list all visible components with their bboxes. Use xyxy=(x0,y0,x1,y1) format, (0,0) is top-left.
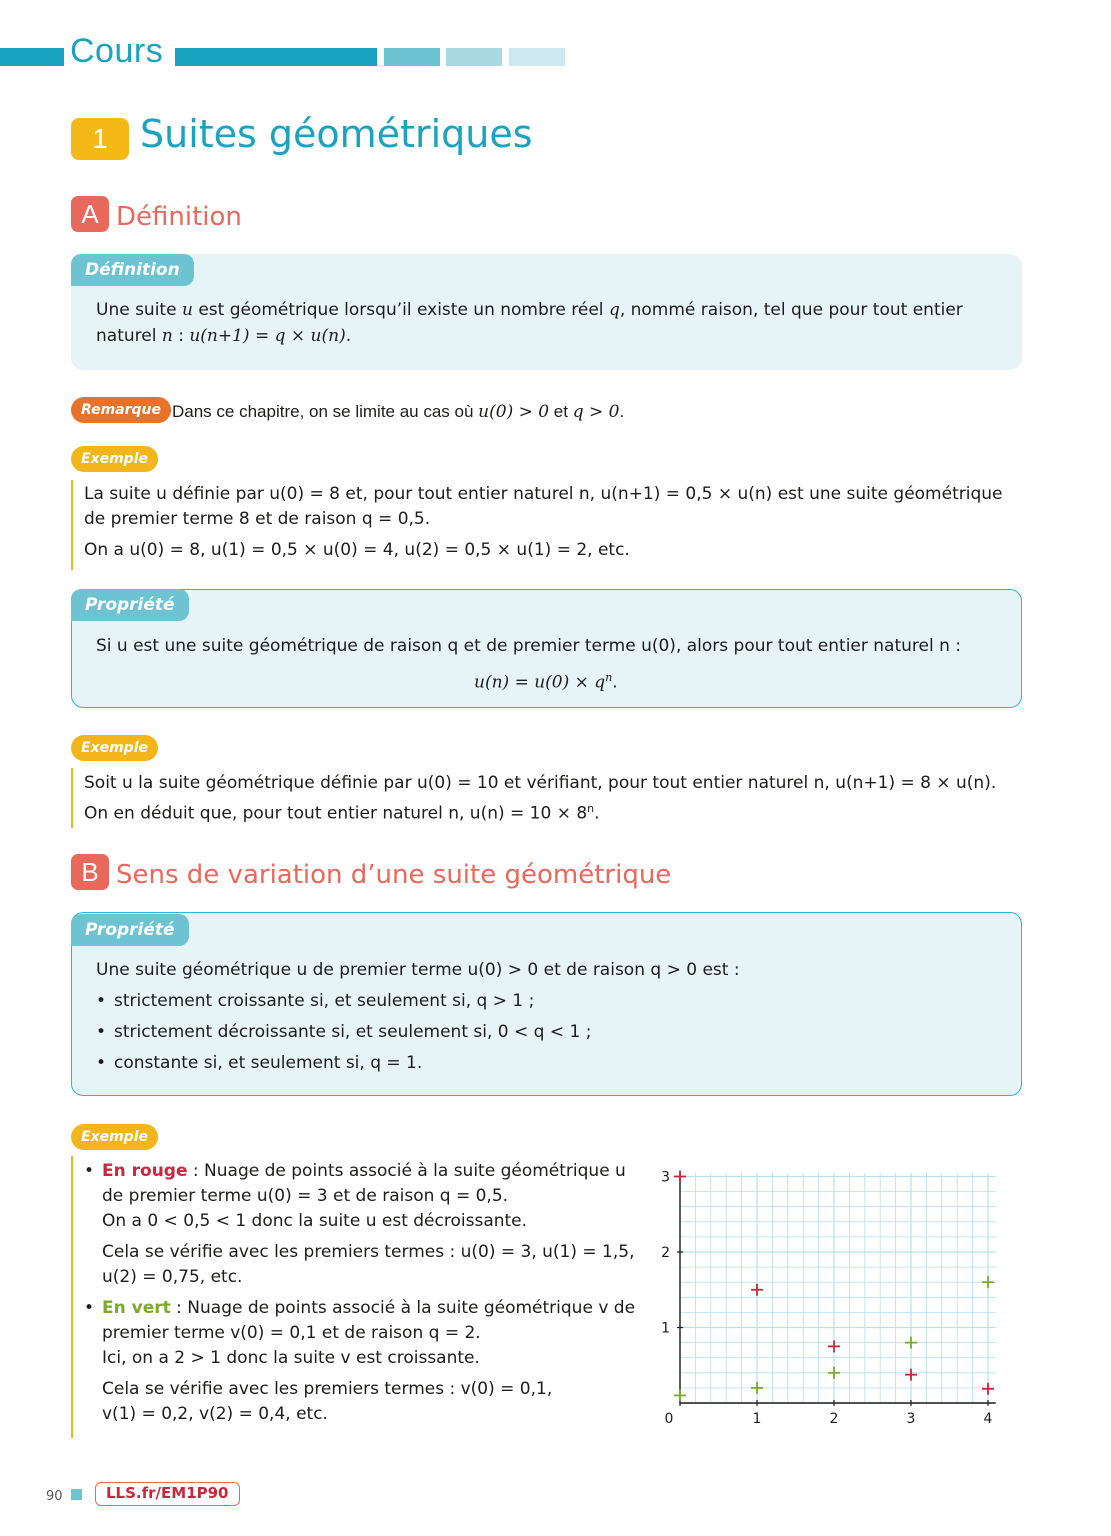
x-tick-label: 3 xyxy=(906,1411,916,1427)
section-b-badge: B xyxy=(71,854,109,890)
red-line-1: • En rouge : Nuage de points associé à la suite géométrique u xyxy=(84,1161,626,1181)
example-2-rule xyxy=(71,768,73,828)
green-line-1: • En vert : Nuage de points associé à la suite géométrique v de xyxy=(84,1298,636,1318)
property-1-formula: $u(n) = u(0) \times q^n$. xyxy=(474,671,618,693)
red-line-3: On a 0 < 0,5 < 1 donc la suite u est décroissante. xyxy=(102,1211,528,1231)
x-tick-label: 4 xyxy=(983,1411,993,1427)
property-2-tab: Propriété xyxy=(71,914,189,946)
example-2-pill: Exemple xyxy=(71,735,158,761)
green-point xyxy=(828,1367,840,1379)
example-1-pill: Exemple xyxy=(71,446,158,472)
header-bar-2 xyxy=(384,48,440,66)
x-tick-label: 1 xyxy=(752,1411,762,1427)
green-point xyxy=(674,1389,686,1401)
header-bar-4 xyxy=(509,48,565,66)
green-point xyxy=(751,1382,763,1394)
property-1-tab: Propriété xyxy=(71,589,189,621)
red-line-4: Cela se vérifie avec les premiers termes : u(0) = 3, u(1) = 1,5, xyxy=(102,1242,635,1262)
definition-line-1: Une suite u est géométrique lorsqu’il existe un nombre réel q, nommé raison, tel que pour tout entier xyxy=(96,300,963,320)
red-point xyxy=(905,1369,917,1381)
section-a-title: Définition xyxy=(116,202,242,232)
header-bar-main xyxy=(175,48,377,66)
property-2-bullet-3: • constante si, et seulement si, q = 1. xyxy=(96,1053,423,1073)
green-line-2: premier terme v(0) = 0,1 et de raison q = 2. xyxy=(102,1323,481,1343)
red-point xyxy=(674,1171,686,1183)
y-tick-label: 2 xyxy=(661,1245,670,1261)
definition-line-2: naturel n : u(n+1) = q × u(n). xyxy=(96,326,352,346)
scatter-chart xyxy=(650,1155,1010,1435)
green-line-5: v(1) = 0,2, v(2) = 0,4, etc. xyxy=(102,1404,328,1424)
header-bar-3 xyxy=(446,48,502,66)
remark-text: Dans ce chapitre, on se limite au cas où u(0) > 0 et q > 0. xyxy=(172,402,625,422)
example-3-pill: Exemple xyxy=(71,1124,158,1150)
red-line-5: u(2) = 0,75, etc. xyxy=(102,1267,243,1287)
green-point xyxy=(905,1337,917,1349)
header-bar-left xyxy=(0,48,64,66)
header-label: Cours xyxy=(70,32,164,70)
property-2-intro: Une suite géométrique u de premier terme u(0) > 0 et de raison q > 0 est : xyxy=(96,960,740,980)
example-1-rule xyxy=(71,480,73,570)
example-1-line-3: On a u(0) = 8, u(1) = 0,5 × u(0) = 4, u(2) = 0,5 × u(1) = 2, etc. xyxy=(84,540,630,560)
property-1-line: Si u est une suite géométrique de raison q et de premier terme u(0), alors pour tout entier naturel n : xyxy=(96,636,962,656)
red-point xyxy=(828,1340,840,1352)
red-point xyxy=(982,1383,994,1395)
section-a-badge: A xyxy=(71,196,109,232)
chapter-number: 1 xyxy=(71,118,129,160)
footer-link[interactable]: LLS.fr/EM1P90 xyxy=(95,1482,240,1506)
property-2-bullet-1: • strictement croissante si, et seulement si, q > 1 ; xyxy=(96,991,535,1011)
x-tick-label: 0 xyxy=(664,1411,674,1427)
example-2-line-1: Soit u la suite géométrique définie par u(0) = 10 et vérifiant, pour tout entier naturel n, u(n+1) = 8 × u(n). xyxy=(84,773,997,793)
footer-square xyxy=(71,1489,82,1500)
example-2-line-2: On en déduit que, pour tout entier naturel n, $u(n) = 10 \times 8^n$. xyxy=(84,802,600,824)
property-2-bullet-2: • strictement décroissante si, et seulement si, 0 < q < 1 ; xyxy=(96,1022,592,1042)
example-1-line-1: La suite u définie par u(0) = 8 et, pour tout entier naturel n, u(n+1) = 0,5 × u(n) est une suite géométrique xyxy=(84,484,1003,504)
green-line-3: Ici, on a 2 > 1 donc la suite v est croissante. xyxy=(102,1348,480,1368)
chapter-title: Suites géométriques xyxy=(140,112,533,156)
example-3-rule xyxy=(71,1156,73,1438)
green-point xyxy=(982,1276,994,1288)
x-tick-label: 2 xyxy=(829,1411,839,1427)
red-point xyxy=(751,1284,763,1296)
page-number: 90 xyxy=(46,1489,63,1504)
green-line-4: Cela se vérifie avec les premiers termes : v(0) = 0,1, xyxy=(102,1379,553,1399)
section-b-title: Sens de variation d’une suite géométrique xyxy=(116,860,672,890)
y-tick-label: 3 xyxy=(661,1169,670,1186)
y-tick-label: 1 xyxy=(661,1320,670,1337)
definition-tab: Définition xyxy=(71,254,194,286)
red-line-2: de premier terme u(0) = 3 et de raison q = 0,5. xyxy=(102,1186,509,1206)
example-1-line-2: de premier terme 8 et de raison q = 0,5. xyxy=(84,509,431,529)
remark-pill: Remarque xyxy=(71,397,171,423)
